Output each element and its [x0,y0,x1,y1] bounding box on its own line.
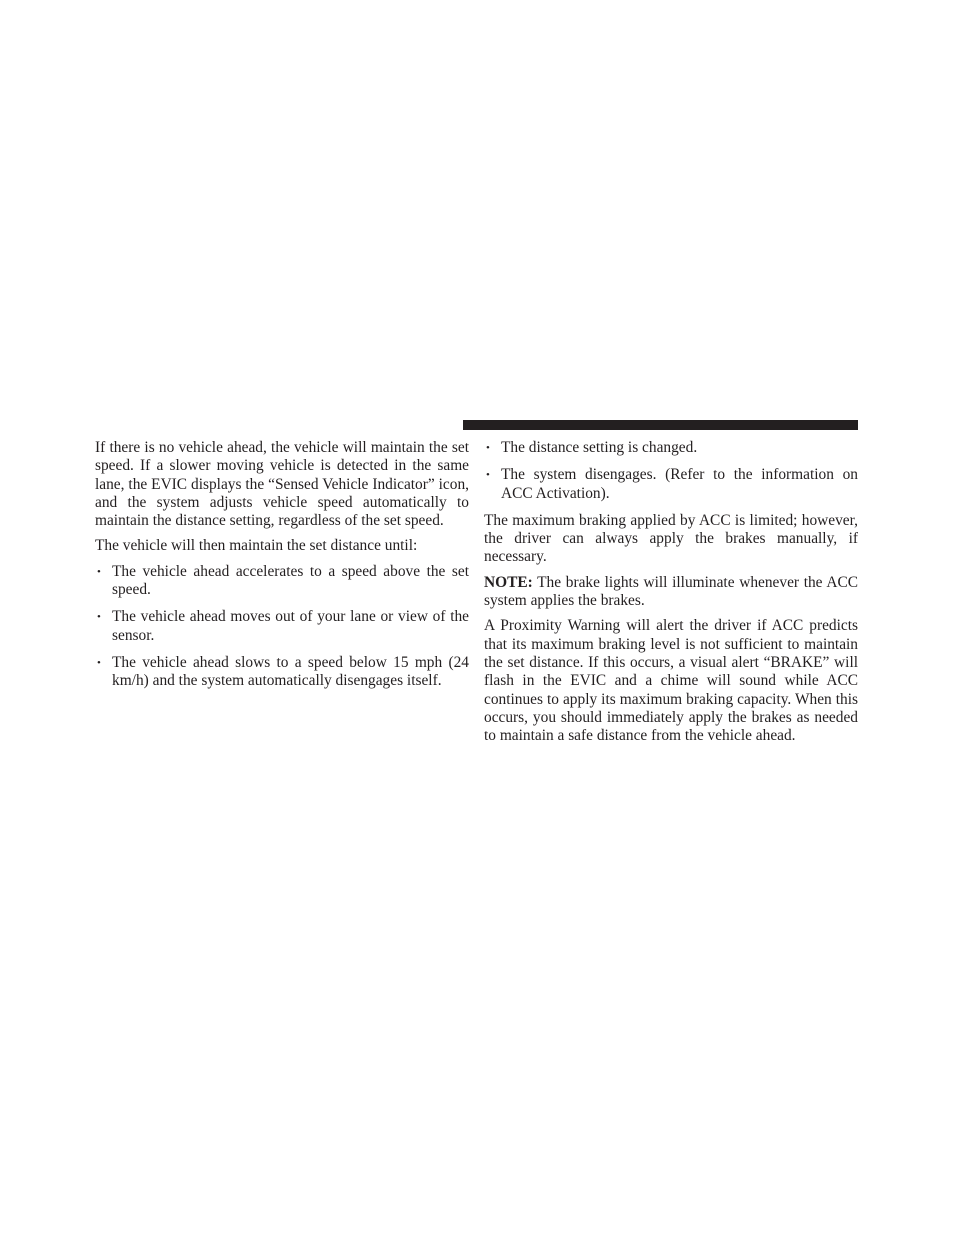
note-text: The brake lights will illuminate whenever the ACC system applies the brakes. [484,573,858,610]
header-rule [463,420,858,430]
list-item [95,608,469,645]
list-item-text: The distance setting is changed. [501,439,698,456]
condition-list [95,563,469,691]
bullet-icon: • [97,611,101,624]
list-item-text: The system disengages. (Refer to the information on ACC Activation). [501,466,858,502]
paragraph-maximum-braking: The maximum braking applied by ACC is limited; however, the driver can always apply the brakes manually, if necessary. [484,511,858,566]
left-column [95,439,469,700]
list-item-text: The vehicle ahead accelerates to a speed above the set speed. [112,562,469,599]
right-column [484,439,858,752]
bullet-icon: • [486,469,490,482]
condition-list-continued [484,439,858,503]
list-item [484,466,858,503]
list-item [484,439,858,457]
list-item [95,563,469,600]
note-label: NOTE: [484,573,533,591]
paragraph-maintain-distance: The vehicle will then maintain the set distance until: [95,537,418,555]
bullet-icon: • [97,565,101,578]
note-paragraph [484,574,858,611]
list-item [95,654,469,691]
paragraph-no-vehicle-ahead: If there is no vehicle ahead, the vehicle will maintain the set speed. If a slower moving vehicle is detected in the same lane, the EVIC displays the “Sensed Vehicle Indicator” icon, and the system adjusts vehicle speed automatically to maintain the distance setting, regardless of the set speed. [95,439,469,530]
list-item-text: The vehicle ahead slows to a speed below 15 mph (24 km/h) and the system automatically disengages itself. [112,653,469,690]
paragraph-proximity-warning: A Proximity Warning will alert the driver if ACC predicts that its maximum braking level is not sufficient to maintain the set distance. If this occurs, a visual alert “BRAKE” will flash in the EVIC and a chime will sound while ACC continues to apply its maximum braking capacity. When this occurs, you should immediately apply the brakes as needed to maintain a safe distance from the vehicle ahead. [484,617,858,745]
list-item-text: The vehicle ahead moves out of your lane or view of the sensor. [112,608,469,644]
bullet-icon: • [486,442,490,454]
bullet-icon: • [97,656,101,669]
